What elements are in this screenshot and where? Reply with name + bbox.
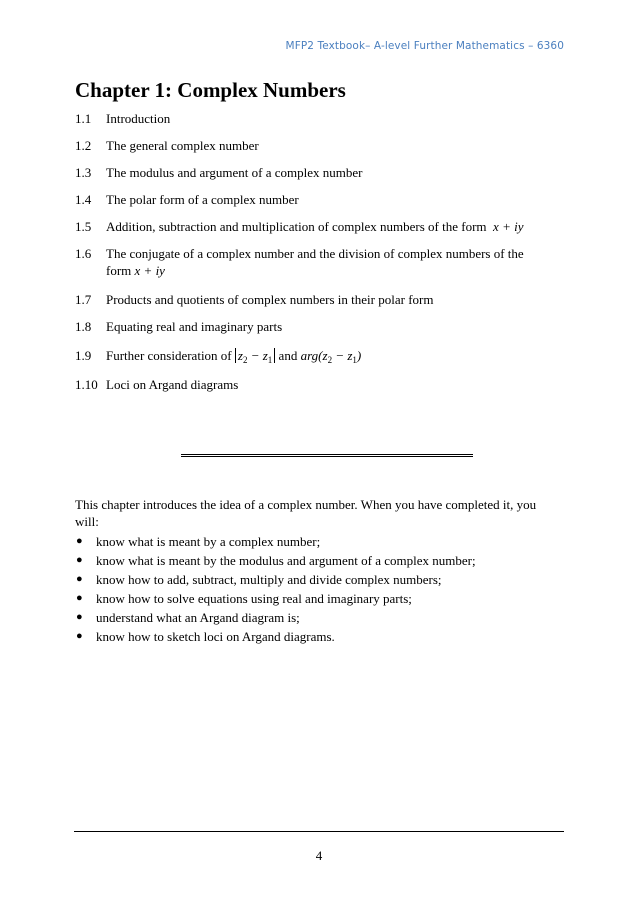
math-expression: x + iy bbox=[493, 219, 524, 234]
toc-text: The general complex number bbox=[106, 138, 259, 153]
toc-text bbox=[106, 245, 565, 279]
objective-text: know how to add, subtract, multiply and divide complex numbers; bbox=[96, 572, 442, 587]
toc-text: Introduction bbox=[106, 111, 171, 126]
objective-text: understand what an Argand diagram is; bbox=[96, 610, 300, 625]
running-header: MFP2 Textbook– A-level Further Mathematics – 6360 bbox=[285, 40, 564, 52]
argument-expression: $arg(z_2 - z_1)$ bbox=[300, 348, 362, 365]
chapter-intro: This chapter introduces the idea of a complex number. When you have completed it, you will: bbox=[75, 497, 537, 529]
toc-number: 1.10 bbox=[75, 377, 98, 392]
toc-number: 1.8 bbox=[75, 319, 92, 334]
bullet-icon: ● bbox=[76, 592, 83, 604]
toc-text bbox=[106, 218, 565, 235]
math-expression: x + iy bbox=[134, 263, 165, 278]
bullet-icon: ● bbox=[76, 535, 83, 547]
objective-item bbox=[75, 628, 565, 647]
footer-rule bbox=[74, 831, 564, 832]
toc-text bbox=[106, 347, 565, 369]
toc-item-1-1 bbox=[75, 110, 565, 137]
toc-item-1-6 bbox=[75, 245, 565, 291]
toc-item-1-9 bbox=[75, 347, 565, 376]
chapter-title: Chapter 1: Complex Numbers bbox=[75, 78, 346, 102]
bullet-icon: ● bbox=[76, 554, 83, 566]
toc-number: 1.2 bbox=[75, 138, 92, 153]
toc-number: 1.6 bbox=[75, 246, 92, 261]
objective-item bbox=[75, 590, 565, 609]
objective-text: know what is meant by the modulus and argument of a complex number; bbox=[96, 553, 476, 568]
modulus-expression: $z_2 - z_1$ bbox=[235, 348, 275, 363]
toc-text: The polar form of a complex number bbox=[106, 192, 299, 207]
toc-item-1-10 bbox=[75, 376, 565, 403]
toc-text-body: The conjugate of a complex number and the division of complex numbers of the form bbox=[106, 246, 524, 278]
toc-item-1-2 bbox=[75, 137, 565, 164]
conjunction: and bbox=[278, 348, 298, 363]
objective-text: know what is meant by a complex number; bbox=[96, 534, 321, 549]
toc-text: Loci on Argand diagrams bbox=[106, 377, 239, 392]
toc-number: 1.4 bbox=[75, 192, 92, 207]
toc-item-1-4 bbox=[75, 191, 565, 218]
toc-number: 1.1 bbox=[75, 111, 92, 126]
objective-item bbox=[75, 571, 565, 590]
toc-number: 1.7 bbox=[75, 292, 92, 307]
bullet-icon: ● bbox=[76, 611, 83, 623]
toc-text: The modulus and argument of a complex number bbox=[106, 165, 363, 180]
toc-number: 1.9 bbox=[75, 348, 92, 363]
toc-item-1-7 bbox=[75, 291, 565, 318]
toc-item-1-5 bbox=[75, 218, 565, 245]
objective-text: know how to solve equations using real and imaginary parts; bbox=[96, 591, 412, 606]
page-number: 4 bbox=[315, 848, 323, 863]
objective-item bbox=[75, 552, 565, 571]
toc-item-1-3 bbox=[75, 164, 565, 191]
learning-objectives bbox=[75, 533, 565, 647]
toc-text-body: Addition, subtraction and multiplication of complex numbers of the form bbox=[106, 219, 487, 234]
toc-number: 1.5 bbox=[75, 219, 92, 234]
toc-text: Products and quotients of complex numbers in their polar form bbox=[106, 292, 434, 307]
bullet-icon: ● bbox=[76, 630, 83, 642]
table-of-contents bbox=[75, 110, 565, 403]
section-divider bbox=[181, 454, 473, 457]
toc-number: 1.3 bbox=[75, 165, 92, 180]
toc-text: Equating real and imaginary parts bbox=[106, 319, 283, 334]
bullet-icon: ● bbox=[76, 573, 83, 585]
objective-item bbox=[75, 533, 565, 552]
objective-text: know how to sketch loci on Argand diagrams. bbox=[96, 629, 335, 644]
objective-item bbox=[75, 609, 565, 628]
toc-item-1-8 bbox=[75, 318, 565, 347]
toc-text-body: Further consideration of bbox=[106, 348, 232, 363]
